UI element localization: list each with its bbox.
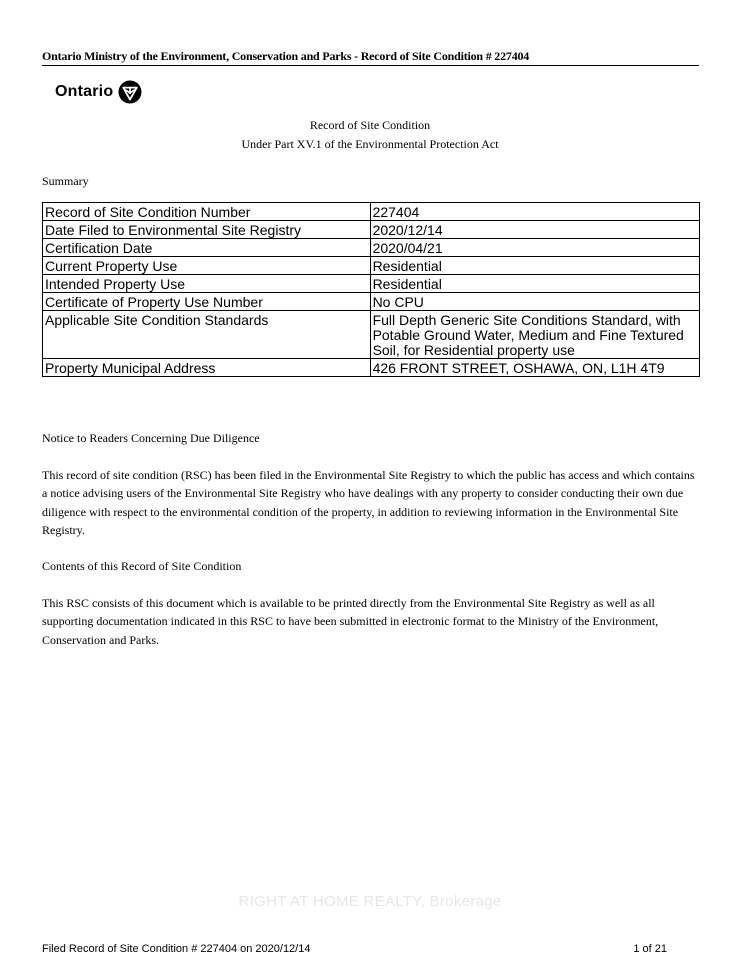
table-value: Residential xyxy=(370,257,699,275)
table-row xyxy=(43,275,700,293)
table-value: 227404 xyxy=(370,203,699,221)
table-row xyxy=(43,239,700,257)
footer-filed-record: Filed Record of Site Condition # 227404 on 2020/12/14 xyxy=(42,943,311,955)
table-key: Intended Property Use xyxy=(43,275,371,293)
document-title: Record of Site Condition xyxy=(309,118,431,132)
table-key: Record of Site Condition Number xyxy=(43,203,371,221)
summary-table xyxy=(42,202,700,377)
table-row xyxy=(43,203,700,221)
table-key: Property Municipal Address xyxy=(43,359,371,377)
summary-label: Summary xyxy=(42,174,89,188)
table-key: Date Filed to Environmental Site Registry xyxy=(43,221,371,239)
running-header: Ontario Ministry of the Environment, Conservation and Parks - Record of Site Condition # 227404 xyxy=(42,49,530,63)
watermark: RIGHT AT HOME REALTY, Brokerage xyxy=(238,893,502,910)
contents-heading: Contents of this Record of Site Condition xyxy=(42,559,242,573)
ontario-logo xyxy=(55,80,142,104)
table-row xyxy=(43,257,700,275)
notice-paragraph: This record of site condition (RSC) has been filed in the Environmental Site Registry to which the public has access and which contains a notice advising users of the Environmental Site Registry who have dealings with any property to consider conducting their own due diligence with respect to the environmental condition of the property, in addition to reviewing information in the Environmental Site Registry. xyxy=(42,468,695,537)
table-value: 2020/12/14 xyxy=(370,221,699,239)
table-key: Certification Date xyxy=(43,239,371,257)
table-value: Residential xyxy=(370,275,699,293)
table-key: Applicable Site Condition Standards xyxy=(43,311,371,359)
contents-paragraph: This RSC consists of this document which is available to be printed directly from the Environmental Site Registry as well as all supporting documentation indicated in this RSC to have been submitted in electronic format to the Ministry of the Environment, Conservation and Parks. xyxy=(42,596,659,647)
document-subtitle: Under Part XV.1 of the Environmental Protection Act xyxy=(241,137,499,151)
table-key: Current Property Use xyxy=(43,257,371,275)
table-row xyxy=(43,311,700,359)
table-value: 2020/04/21 xyxy=(370,239,699,257)
table-value: No CPU xyxy=(370,293,699,311)
trillium-icon xyxy=(118,80,142,104)
notice-heading: Notice to Readers Concerning Due Diligence xyxy=(42,431,260,445)
table-row xyxy=(43,359,700,377)
table-row xyxy=(43,221,700,239)
table-value: 426 FRONT STREET, OSHAWA, ON, L1H 4T9 xyxy=(370,359,699,377)
table-key: Certificate of Property Use Number xyxy=(43,293,371,311)
logo-wordmark: Ontario xyxy=(55,83,114,100)
page-number: 1 of 21 xyxy=(633,943,667,955)
table-value: Full Depth Generic Site Conditions Standard, with Potable Ground Water, Medium and Fine Textured Soil, for Residential property use xyxy=(370,311,699,359)
table-row xyxy=(43,293,700,311)
header-rule xyxy=(42,65,699,66)
